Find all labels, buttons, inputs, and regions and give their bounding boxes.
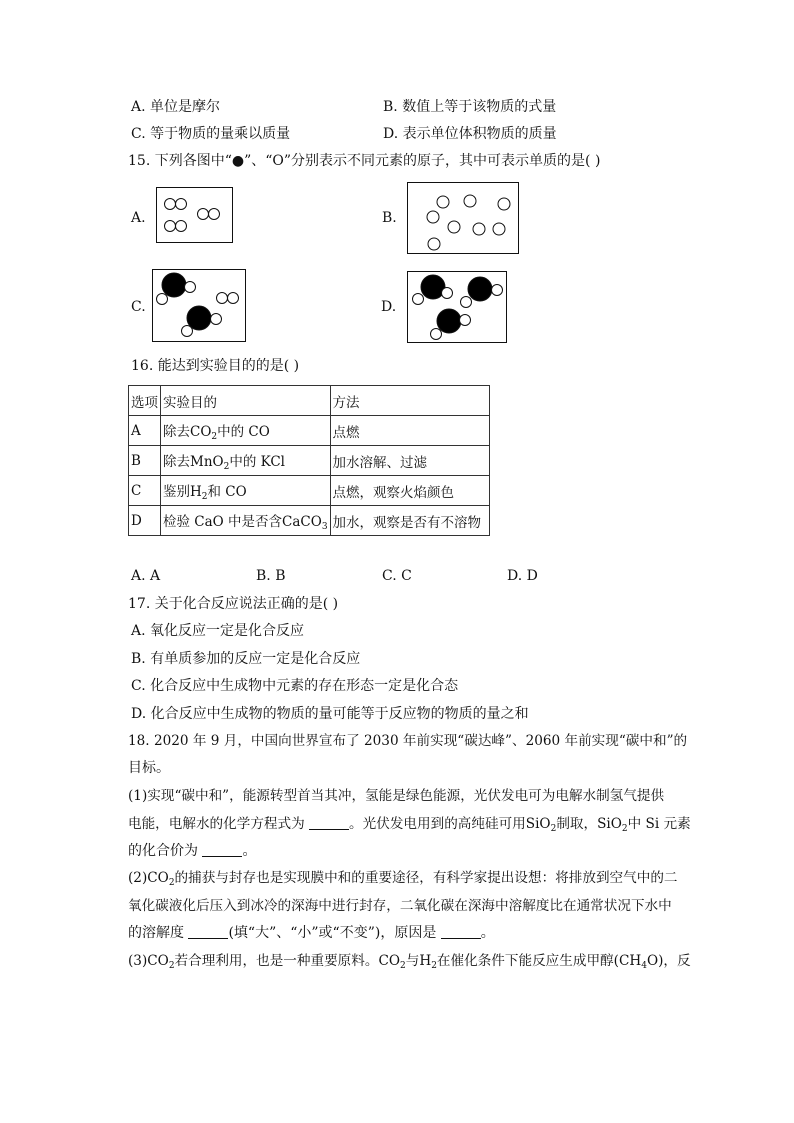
q18-part2-line-3: 的溶解度 (填“大”、“小”或“不变”)，原因是 。 [128,925,495,941]
table-row [129,446,490,476]
answer-blank[interactable] [309,815,349,830]
table-row [129,416,490,446]
table-row [129,476,490,506]
header-option: 选项 [129,386,161,416]
row-method: 点燃 [330,416,489,446]
q16-table [128,385,490,536]
q14-option-c: C. 等于物质的量乘以质量 [131,126,291,142]
q17-option-c: C. 化合反应中生成物中元素的存在形态一定是化合态 [131,678,459,694]
row-option: D [129,506,161,536]
row-method: 加水，观察是否有不溶物 [330,506,489,536]
row-option: B [129,446,161,476]
q18-part1-line-2: 电能，电解水的化学方程式为 。光伏发电用到的高纯硅可用SiO$_2$制取，SiO$_2$中 Si 元素 [128,816,691,834]
q16-stem: 16. 能达到实验目的的是( ) [131,358,300,374]
table-header-row [129,386,490,416]
answer-blank[interactable] [188,924,228,939]
q17-stem: 17. 关于化合反应说法正确的是( ) [128,596,339,612]
q18-line-2: 目标。 [128,760,170,776]
q15-label-a: A. [131,210,146,226]
q15-label-c: C. [131,299,146,315]
q14-option-b: B. 数值上等于该物质的式量 [383,99,557,115]
row-method: 加水溶解、过滤 [330,446,489,476]
q15-label-d: D. [381,299,397,315]
row-method: 点燃，观察火焰颜色 [330,476,489,506]
q16-choice-d: D. D [507,568,538,584]
q15-diagram-d [407,271,507,343]
q16-choice-a: A. A [131,568,161,584]
q18-line-1: 18. 2020 年 9 月，中国向世界宣布了 2030 年前实现“碳达峰”、2060 年前实现“碳中和”的 [128,733,688,749]
q15-stem: 15. 下列各图中“●”、“O”分别表示不同元素的原子，其中可表示单质的是( ) [128,153,601,169]
q18-part2-line-1: $(2)CO_2$的捕获与封存也是实现膜中和的重要途径，有科学家提出设想：将排放到空气中的二 [128,870,678,888]
answer-blank[interactable] [202,842,242,857]
header-purpose: 实验目的 [161,386,331,416]
q15-diagram-a [156,187,233,243]
header-method: 方法 [330,386,489,416]
molecule-diagram-c [153,270,245,341]
q15-diagram-c [152,269,246,342]
answer-blank[interactable] [441,924,481,939]
row-purpose: 鉴别$H_2$和 CO [161,476,331,506]
q17-option-b: B. 有单质参加的反应一定是化合反应 [131,651,361,667]
q18-part2-line-2: 氧化碳液化后压入到冰冷的深海中进行封存，二氧化碳在深海中溶解度比在通常状况下水中 [128,898,672,914]
table-row [129,506,490,536]
row-purpose: 除去MnO$_2$中的 KCl [161,446,331,476]
molecule-diagram-a [157,188,232,242]
row-purpose: 检验 CaO 中是否含CaCO$_3$ [161,506,331,536]
q16-choice-c: C. C [382,568,412,584]
row-option: C [129,476,161,506]
q17-option-d: D. 化合反应中生成物的物质的量可能等于反应物的物质的量之和 [131,706,529,722]
q18-part1-line-1: (1)实现“碳中和”，能源转型首当其冲，氢能是绿色能源，光伏发电可为电解水制氢气提供 [128,788,665,804]
q15-diagram-b [407,182,519,254]
molecule-diagram-b [408,183,518,253]
q15-label-b: B. [382,210,397,226]
q14-option-d: D. 表示单位体积物质的质量 [383,126,557,142]
q18-part1-line-3: 的化合价为 。 [128,843,257,859]
q16-choice-b: B. B [256,568,286,584]
q14-option-a: A. 单位是摩尔 [131,99,221,115]
q18-part3-line-1: $(3)CO_2$若合理利用，也是一种重要原料。$CO_2$与$H_2$在催化条件下能反应生成甲醇$(CH_4O)$，反 [128,953,691,971]
row-purpose: 除去$CO_2$中的 CO [161,416,331,446]
molecule-diagram-d [408,272,506,342]
q17-option-a: A. 氧化反应一定是化合反应 [131,623,305,639]
row-option: A [129,416,161,446]
